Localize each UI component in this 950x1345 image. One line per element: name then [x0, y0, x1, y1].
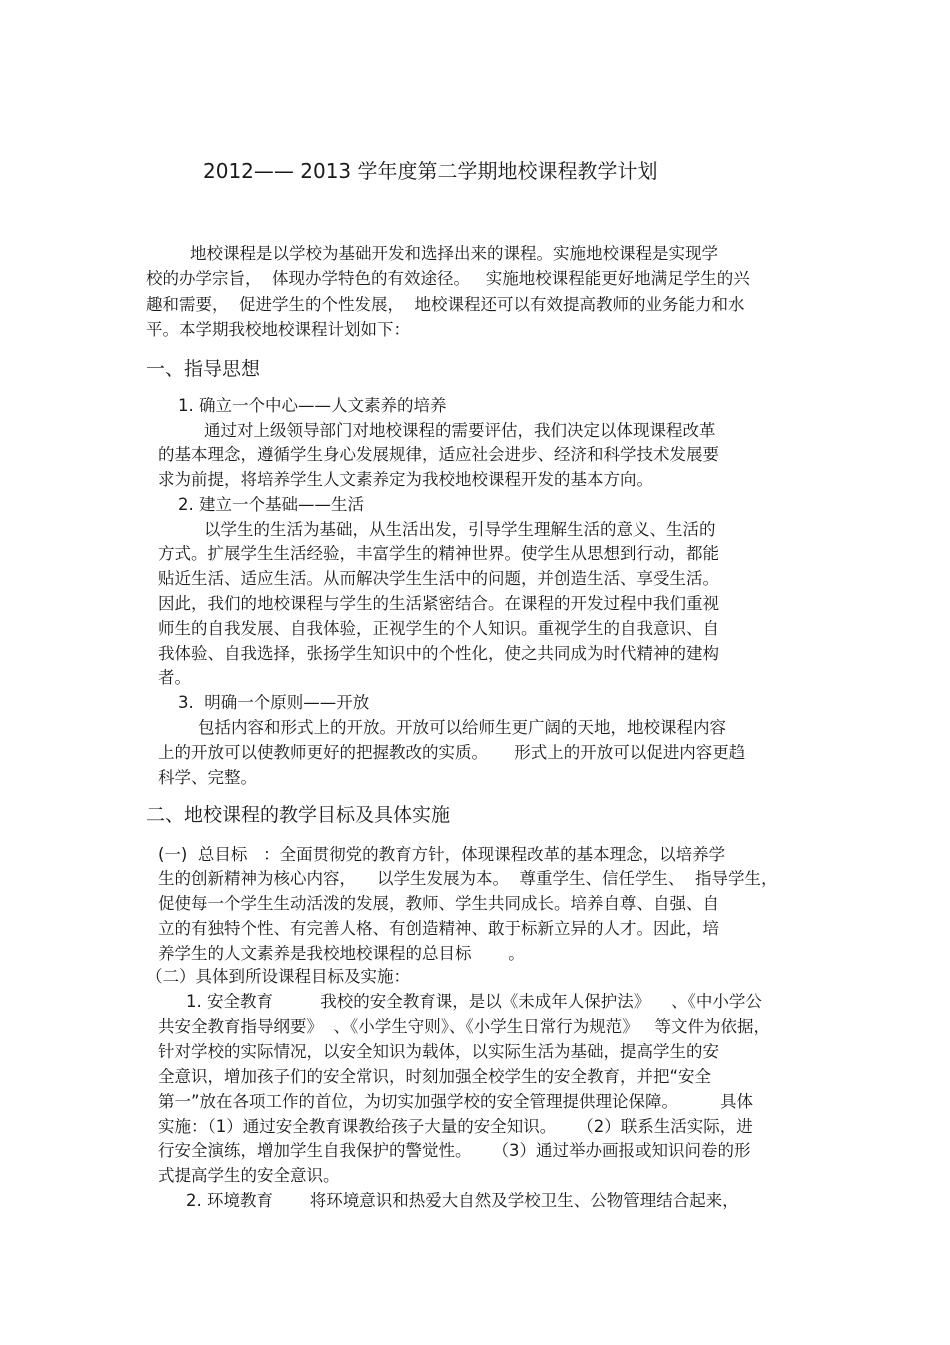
section-heading: 二、地校课程的教学目标及具体实施 — [146, 804, 451, 826]
paragraph-line: 通过对上级领导部门对地校课程的需要评估，我们决定以体现课程改革 — [204, 421, 716, 440]
paragraph-line: 促使每一个学生生动活泼的发展，教师、学生共同成长。培养自尊、自强、自 — [158, 894, 719, 913]
document-title: 2012—— 2013 学年度第二学期地校课程教学计划 — [203, 159, 658, 183]
paragraph-line: 求为前提，将培养学生人文素养定为我校地校课程开发的基本方向。 — [158, 470, 653, 489]
paragraph-line: 行安全演练，增加学生自我保护的警觉性。 （3）通过举办画报或知识问卷的形 — [158, 1141, 751, 1160]
intro-line: 平。本学期我校地校课程计划如下： — [146, 320, 410, 339]
paragraph-line: 的基本理念，遵循学生身心发展规律，适应社会进步、经济和科学技术发展要 — [158, 445, 719, 464]
paragraph-line: 式提高学生的安全意识。 — [158, 1166, 340, 1185]
paragraph-line: 包括内容和形式上的开放。开放可以给师生更广阔的天地，地校课程内容 — [198, 718, 726, 737]
paragraph-line: 因此，我们的地校课程与学生的生活紧密结合。在课程的开发过程中我们重视 — [158, 594, 719, 613]
subsection-title: （二）具体到所设课程目标及实施： — [146, 967, 410, 986]
paragraph-line: 共安全教育指导纲要》 、《小学生守则》、《小学生日常行为规范》 等文件为依据， — [158, 1017, 770, 1036]
intro-line: 校的办学宗旨， 体现办学特色的有效途径。 实施地校课程能更好地满足学生的兴 — [146, 269, 750, 288]
paragraph-line: 立的有独特个性、有完善人格、有创造精神、敢于标新立异的人才。因此，培 — [158, 919, 719, 938]
paragraph-line: 1. 安全教育 我校的安全教育课，是以《未成年人保护法》 、《中小学公 — [186, 992, 762, 1011]
paragraph-line: 全意识，增加孩子们的安全常识，时刻加强全校学生的安全教育，并把“安全 — [158, 1067, 712, 1086]
paragraph-line: 以学生的生活为基础，从生活出发，引导学生理解生活的意义、生活的 — [204, 520, 716, 539]
paragraph-line: 针对学校的实际情况，以安全知识为载体，以实际生活为基础，提高学生的安 — [158, 1042, 719, 1061]
paragraph-line: 实施：（1）通过安全教育课教给孩子大量的安全知识。 （2）联系生活实际，进 — [158, 1117, 753, 1136]
paragraph-line: 科学、完整。 — [158, 768, 257, 787]
paragraph-line: 第一”放在各项工作的首位，为切实加强学校的安全管理提供理论保障。 具体 — [158, 1092, 754, 1111]
paragraph-line: 2. 环境教育 将环境意识和热爱大自然及学校卫生、公物管理结合起来， — [186, 1191, 739, 1210]
paragraph-line: 上的开放可以使教师更好的把握教改的实质。 形式上的开放可以促进内容更趋 — [158, 743, 746, 762]
paragraph-line: (一) 总目标 ：全面贯彻党的教育方针，体现课程改革的基本理念，以培养学 — [158, 845, 726, 864]
paragraph-line: 贴近生活、适应生活。从而解决学生生活中的问题，并创造生活、享受生活。 — [158, 569, 719, 588]
intro-line: 趣和需要， 促进学生的个性发展， 地校课程还可以有效提高教师的业务能力和水 — [146, 295, 745, 314]
paragraph-line: 养学生的人文素养是我校地校课程的总目标 。 — [158, 944, 525, 963]
section-heading: 一、指导思想 — [146, 358, 261, 380]
intro-line: 地校课程是以学校为基础开发和选择出来的课程。实施地校课程是实现学 — [190, 244, 718, 263]
paragraph-line: 师生的自我发展、自我体验，正视学生的个人知识。重视学生的自我意识、自 — [158, 619, 719, 638]
paragraph-line: 者。 — [158, 668, 191, 687]
item-title: 3. 明确一个原则——开放 — [178, 693, 370, 712]
item-title: 2. 建立一个基础——生活 — [178, 495, 364, 514]
item-title: 1. 确立一个中心——人文素养的培养 — [178, 396, 447, 415]
paragraph-line: 我体验、自我选择，张扬学生知识中的个性化，使之共同成为时代精神的建构 — [158, 644, 719, 663]
paragraph-line: 生的创新精神为核心内容， 以学生发展为本。 尊重学生、信任学生、 指导学生， — [158, 869, 778, 888]
paragraph-line: 方式。扩展学生生活经验，丰富学生的精神世界。使学生从思想到行动，都能 — [158, 544, 719, 563]
